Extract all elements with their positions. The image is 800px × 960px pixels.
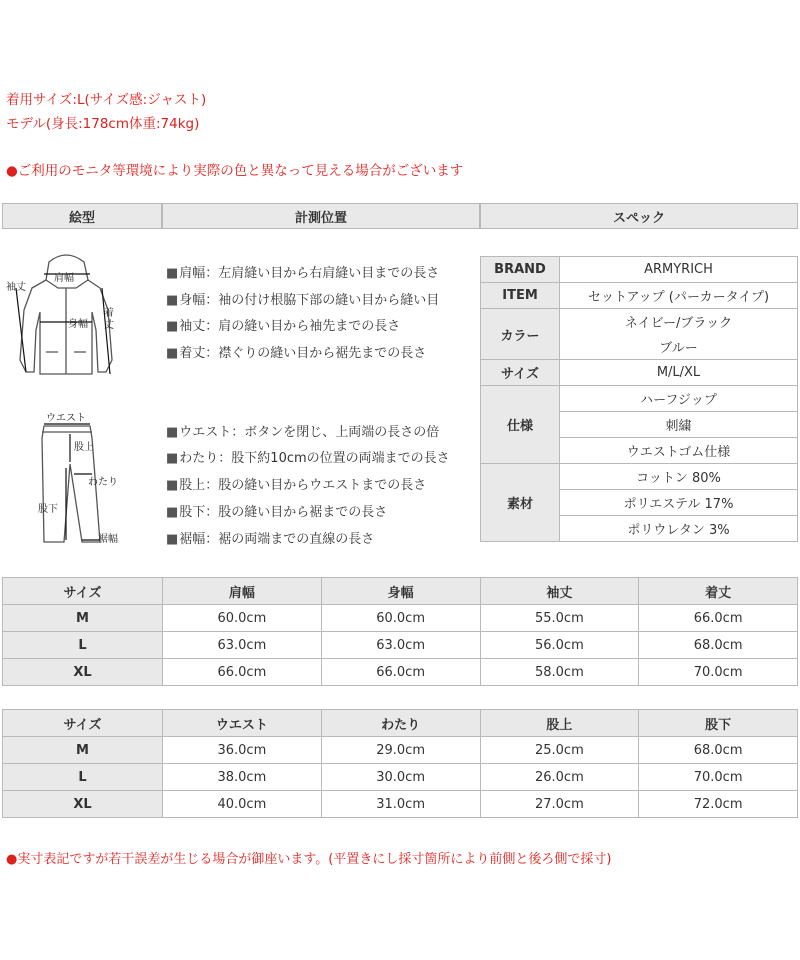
value-cell: 38.0cm [163, 764, 322, 791]
value-cell: 63.0cm [321, 632, 480, 659]
spec-key-features: 仕様 [481, 386, 560, 464]
table-row [3, 764, 798, 791]
value-cell: 72.0cm [639, 791, 798, 818]
measure-item: ■着丈：襟ぐりの縫い目から裾先までの長さ [166, 346, 427, 361]
col-header: ウエスト [163, 710, 322, 737]
value-cell: 27.0cm [480, 791, 639, 818]
value-cell: 55.0cm [480, 605, 639, 632]
measure-item: ■股上：股の縫い目からウエストまでの長さ [166, 478, 427, 493]
measure-item: ■身幅：袖の付け根脇下部の縫い目から縫い目 [166, 293, 440, 308]
value-cell: 40.0cm [163, 791, 322, 818]
value-cell: 36.0cm [163, 737, 322, 764]
wearing-size-note: 着用サイズ:L(サイズ感:ジャスト) [6, 92, 207, 108]
color-warning-note: ●ご利用のモニタ等環境により実際の色と異なって見える場合がございます [6, 163, 464, 179]
spec-material: コットン 80% [560, 464, 798, 490]
spec-item: セットアップ (パーカータイプ) [560, 283, 798, 309]
spec-brand: ARMYRICH [560, 257, 798, 283]
value-cell: 26.0cm [480, 764, 639, 791]
table-row [3, 791, 798, 818]
label-length-2: 丈 [104, 320, 114, 331]
value-cell: 66.0cm [163, 659, 322, 686]
col-header: サイズ [3, 710, 163, 737]
table-row [3, 737, 798, 764]
size-cell: L [3, 632, 163, 659]
spec-key-material: 素材 [481, 464, 560, 542]
col-header: わたり [321, 710, 480, 737]
col-header: 身幅 [321, 578, 480, 605]
col-header: 袖丈 [480, 578, 639, 605]
measure-item: ■袖丈：肩の縫い目から袖先までの長さ [166, 319, 401, 334]
spec-sizes: M/L/XL [560, 360, 798, 386]
value-cell: 60.0cm [321, 605, 480, 632]
table-row [3, 659, 798, 686]
value-cell: 25.0cm [480, 737, 639, 764]
value-cell: 31.0cm [321, 791, 480, 818]
table-row [3, 632, 798, 659]
value-cell: 58.0cm [480, 659, 639, 686]
spec-color: ブルー [560, 334, 798, 360]
measure-item: ■ウエスト：ボタンを閉じ、上両端の長さの倍 [166, 425, 440, 440]
pants-size-table [2, 709, 798, 818]
value-cell: 66.0cm [639, 605, 798, 632]
size-cell: M [3, 605, 163, 632]
col-header: 股上 [480, 710, 639, 737]
label-inseam: 股下 [38, 504, 58, 515]
value-cell: 68.0cm [639, 737, 798, 764]
label-shoulder: 肩幅 [54, 273, 74, 284]
measure-item: ■わたり：股下約10cmの位置の両端までの長さ [166, 451, 450, 466]
spec-key-color: カラー [481, 309, 560, 360]
value-cell: 70.0cm [639, 659, 798, 686]
label-rise: 股上 [74, 442, 94, 453]
spec-key-size: サイズ [481, 360, 560, 386]
spec-color: ネイビー/ブラック [560, 309, 798, 335]
spec-feature: ウエストゴム仕様 [560, 438, 798, 464]
label-sleeve: 袖丈 [6, 282, 26, 293]
spec-key-brand: BRAND [481, 257, 560, 283]
label-length-1: 着 [104, 308, 114, 319]
value-cell: 70.0cm [639, 764, 798, 791]
spec-table [480, 256, 798, 542]
measurement-disclaimer: ●実寸表記ですが若干誤差が生じる場合が御座います。(平置きにし採寸箇所により前側と後ろ側で採寸) [6, 852, 612, 867]
header-spec: スペック [480, 203, 798, 229]
col-header: サイズ [3, 578, 163, 605]
label-thigh: わたり [88, 477, 118, 488]
label-body-width: 身幅 [68, 319, 88, 330]
value-cell: 29.0cm [321, 737, 480, 764]
value-cell: 30.0cm [321, 764, 480, 791]
measure-item: ■裾幅：裾の両端までの直線の長さ [166, 532, 375, 547]
size-cell: XL [3, 659, 163, 686]
spec-material: ポリエステル 17% [560, 490, 798, 516]
model-info-note: モデル(身長:178cm体重:74kg) [6, 116, 200, 132]
value-cell: 56.0cm [480, 632, 639, 659]
header-measure-position: 計測位置 [162, 203, 480, 229]
jacket-diagram [4, 250, 124, 390]
value-cell: 66.0cm [321, 659, 480, 686]
size-cell: M [3, 737, 163, 764]
spec-feature: ハーフジップ [560, 386, 798, 412]
col-header: 着丈 [639, 578, 798, 605]
spec-material: ポリウレタン 3% [560, 516, 798, 542]
header-diagram: 絵型 [2, 203, 162, 229]
jacket-size-table [2, 577, 798, 686]
value-cell: 68.0cm [639, 632, 798, 659]
section-header-bar [2, 203, 798, 229]
size-cell: L [3, 764, 163, 791]
measure-item: ■股下：股の縫い目から裾までの長さ [166, 505, 388, 520]
label-hem: 裾幅 [98, 534, 118, 545]
col-header: 肩幅 [163, 578, 322, 605]
pants-diagram [30, 412, 130, 554]
measure-item: ■肩幅：左肩縫い目から右肩縫い目までの長さ [166, 266, 440, 281]
spec-key-item: ITEM [481, 283, 560, 309]
table-row [3, 605, 798, 632]
value-cell: 60.0cm [163, 605, 322, 632]
label-waist: ウエスト [46, 413, 86, 424]
col-header: 股下 [639, 710, 798, 737]
value-cell: 63.0cm [163, 632, 322, 659]
size-cell: XL [3, 791, 163, 818]
spec-feature: 刺繍 [560, 412, 798, 438]
